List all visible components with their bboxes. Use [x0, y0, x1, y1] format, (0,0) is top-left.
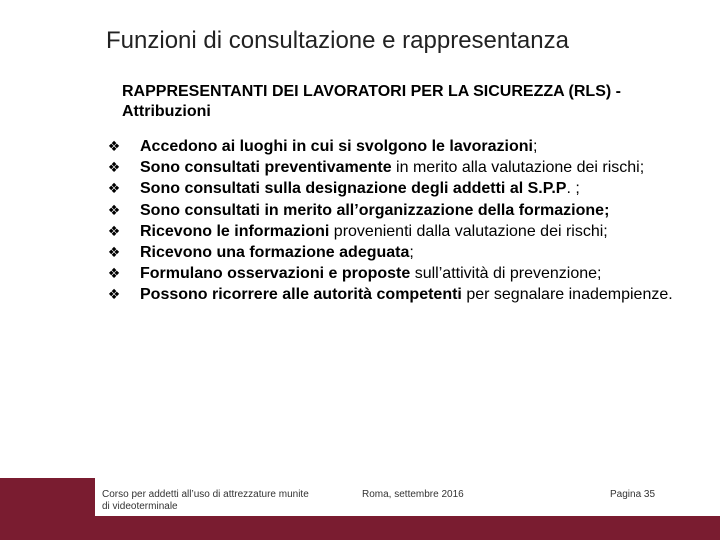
bullet-list: [107, 136, 697, 306]
bullet-text: ;: [532, 138, 538, 155]
footer-place-date: Roma, settembre 2016: [362, 489, 464, 500]
list-item: [107, 242, 697, 263]
bullet-bold-text: Ricevono le informazioni: [140, 222, 330, 240]
bullet-text: sull’attività di prevenzione;: [410, 265, 602, 283]
list-item: [107, 284, 697, 305]
bullet-bold-text: Sono consultati sulla designazione degli addetti al S.P.P: [140, 180, 567, 198]
diamond-bullet-icon: ❖: [107, 138, 121, 154]
bullet-bold-text: Ricevono una formazione adeguata: [140, 244, 410, 262]
bullet-bold-text: Accedono ai luoghi in cui si svolgono le lavorazioni: [140, 138, 533, 155]
bullet-text: in merito alla valutazione dei rischi;: [391, 159, 645, 177]
section-heading: RAPPRESENTANTI DEI LAVORATORI PER LA SICUREZZA (RLS) - Attribuzioni: [122, 83, 621, 120]
bullet-text: ;: [409, 244, 414, 262]
list-item: [107, 157, 697, 178]
list-item: [107, 263, 697, 284]
bullet-bold-text: Possono ricorrere alle autorità competenti: [140, 286, 462, 304]
list-item: [107, 221, 697, 242]
footer-course: Corso per addetti all’uso di attrezzature munite di videoterminale: [102, 489, 309, 512]
bullet-bold-text: Formulano osservazioni e proposte: [140, 265, 411, 283]
list-item: [107, 136, 697, 157]
diamond-bullet-icon: ❖: [107, 286, 121, 303]
diamond-bullet-icon: ❖: [107, 180, 121, 197]
diamond-bullet-icon: ❖: [107, 159, 121, 176]
bullet-text: . ;: [566, 180, 580, 198]
footer-divider: [0, 478, 93, 480]
list-item: [107, 178, 697, 199]
slide-title: Funzioni di consultazione e rappresentanza: [106, 27, 569, 54]
diamond-bullet-icon: ❖: [107, 244, 121, 261]
diamond-bullet-icon: ❖: [107, 222, 121, 239]
list-item: [107, 200, 697, 221]
bullet-bold-text: Sono consultati preventivamente: [140, 159, 392, 177]
bullet-text: per segnalare inadempienze.: [461, 286, 673, 304]
bullet-bold-text: Sono consultati in merito all’organizzazione della formazione;: [140, 201, 610, 219]
bullet-text: provenienti dalla valutazione dei rischi;: [329, 222, 608, 240]
diamond-bullet-icon: ❖: [107, 265, 121, 282]
footer-page-number: Pagina 35: [610, 489, 656, 500]
diamond-bullet-icon: ❖: [107, 201, 121, 218]
